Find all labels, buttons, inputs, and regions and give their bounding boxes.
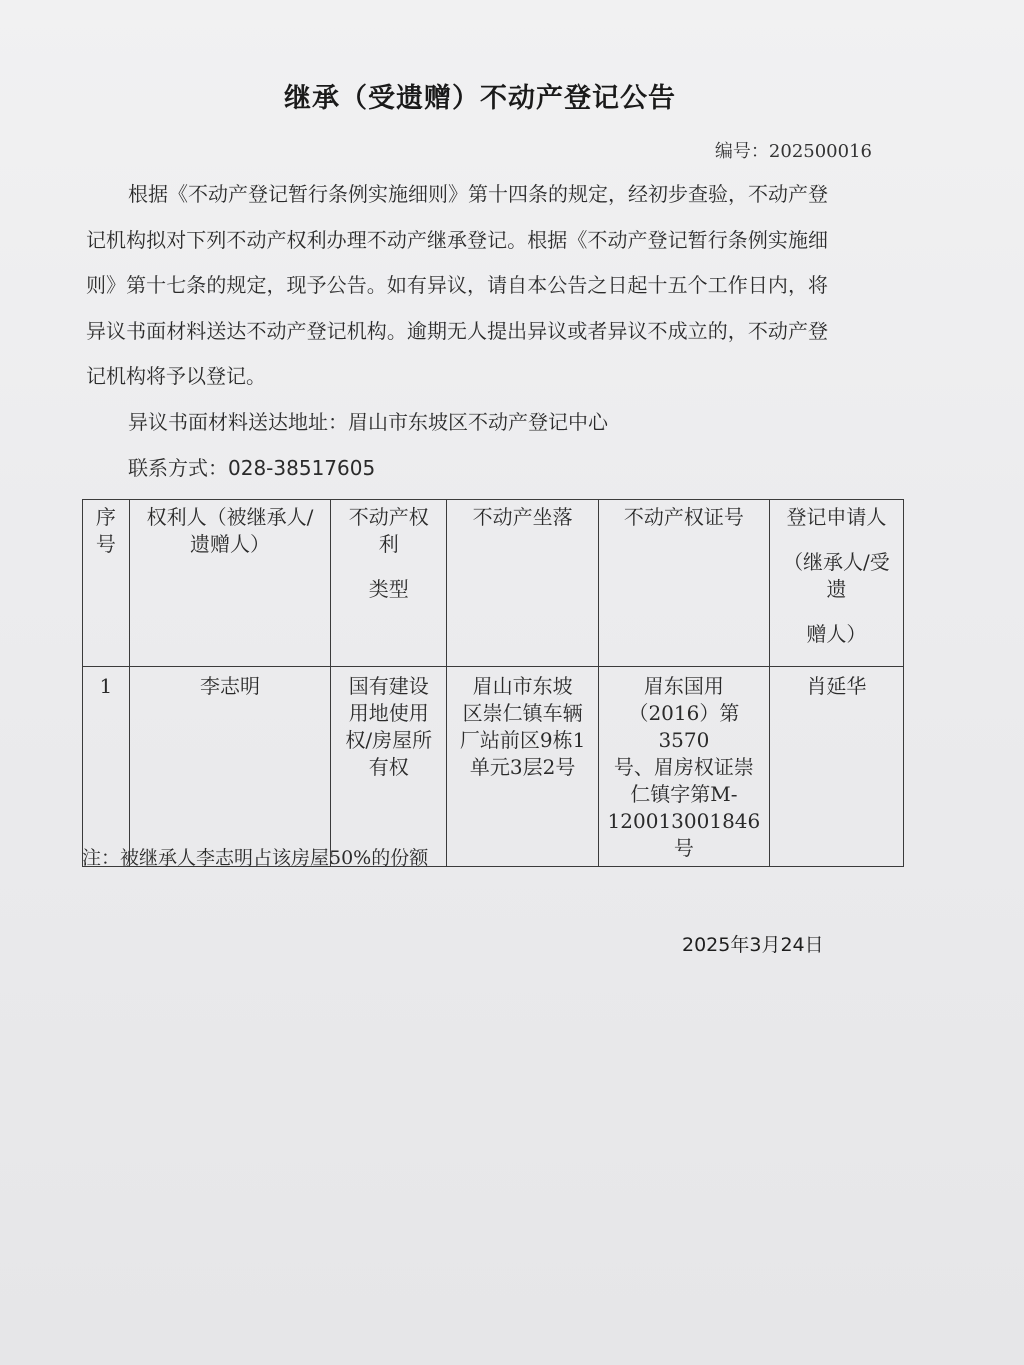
- cell-holder: 李志明: [129, 667, 330, 867]
- cell-line: 国有建设: [348, 674, 429, 698]
- cell-line: 眉东国用: [643, 674, 724, 698]
- document-number-value: 202500016: [768, 141, 872, 162]
- header-seq-line: 号: [95, 532, 116, 556]
- contact-phone: 028-38517605: [228, 456, 376, 480]
- share-note: 注：被继承人李志明占该房屋50%的份额: [82, 847, 429, 869]
- objection-address-label: 异议书面材料送达地址：: [128, 410, 348, 434]
- cell-line: 权/房屋所: [345, 728, 433, 752]
- table-header-row: [83, 500, 904, 667]
- cell-seq: 1: [83, 667, 130, 867]
- header-cert-number: 不动产权证号: [598, 500, 769, 667]
- header-type-line: 利: [378, 532, 399, 556]
- document-number: [715, 137, 872, 163]
- document-number-label: 编号：: [714, 141, 769, 162]
- header-seq: [83, 500, 130, 667]
- table-row: [83, 667, 904, 867]
- cell-location: [447, 667, 599, 867]
- objection-address: [128, 406, 608, 435]
- cell-cert-number: [598, 667, 769, 867]
- header-applicant: [769, 500, 903, 667]
- header-location: 不动产坐落: [447, 500, 599, 667]
- document-title: 继承（受遗赠）不动产登记公告: [284, 83, 676, 114]
- header-applicant-line: 遗: [826, 577, 847, 601]
- announcement-paragraph: 根据《不动产登记暂行条例实施细则》第十四条的规定，经初步查验，不动产登记机构拟对下列不动产权利办理不动产继承登记。根据《不动产登记暂行条例实施细则》第十七条的规定，现予公告。如有异议，请自本公告之日起十五个工作日内，将异议书面材料送达不动产登记机构。逾期无人提出异议或者异议不成立的，不动产登记机构将予以登记。: [86, 182, 828, 388]
- header-holder-line: 权利人（被继承人/: [146, 505, 314, 529]
- cell-line: 用地使用: [348, 701, 429, 725]
- cell-line: 120013001846号: [607, 809, 761, 860]
- objection-address-value: 眉山市东坡区不动产登记中心: [348, 410, 608, 434]
- cell-right-type: [331, 667, 447, 867]
- cell-line: 厂站前区9栋1: [459, 728, 586, 752]
- header-right-holder: [129, 500, 330, 667]
- header-right-type: [331, 500, 447, 667]
- header-holder-line: 遗赠人）: [190, 532, 270, 556]
- header-type-line: 不动产权: [348, 505, 429, 529]
- cell-line: 眉山市东坡: [472, 674, 573, 698]
- cell-line: 区崇仁镇车辆: [462, 701, 583, 725]
- cell-line: 单元3层2号: [469, 755, 576, 779]
- cell-applicant: 肖延华: [769, 667, 903, 867]
- cell-line: 仁镇字第M-: [630, 782, 738, 806]
- contact-info: [128, 452, 375, 481]
- contact-label: 联系方式：: [128, 456, 228, 480]
- header-applicant-line: 登记申请人: [786, 505, 887, 529]
- header-applicant-line: 赠人）: [806, 622, 867, 646]
- cell-line: 号、眉房权证崇: [613, 755, 754, 779]
- publish-date: 2025年3月24日: [682, 934, 824, 956]
- header-seq-line: 序: [95, 505, 116, 529]
- header-type-line: 类型: [368, 577, 409, 601]
- header-applicant-line: （继承人/受: [783, 550, 890, 574]
- cell-line: 有权: [368, 755, 409, 779]
- cell-line: （2016）第3570: [628, 701, 740, 752]
- registration-table: [82, 499, 904, 867]
